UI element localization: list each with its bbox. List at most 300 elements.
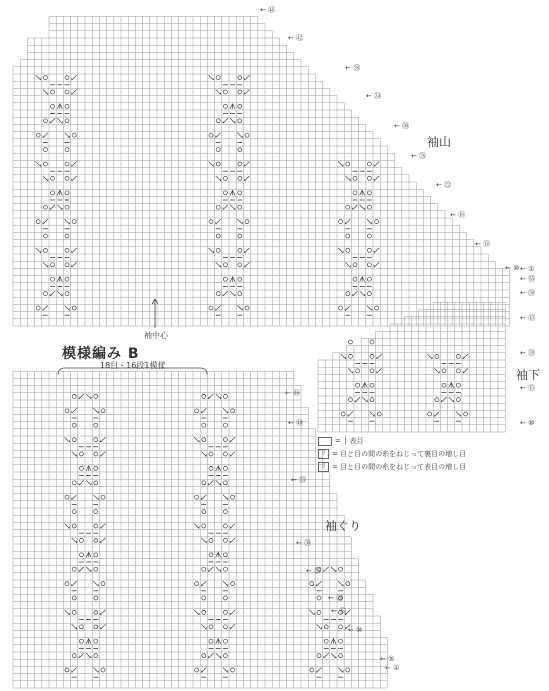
yarn-over-symbol bbox=[72, 133, 76, 137]
ssk-symbol bbox=[223, 495, 228, 500]
ssk-symbol bbox=[345, 262, 350, 267]
yarn-over-symbol bbox=[370, 383, 374, 387]
k2tog-symbol bbox=[355, 397, 360, 402]
k2tog-symbol bbox=[79, 480, 84, 485]
ssk-symbol bbox=[338, 581, 343, 586]
yarn-over-symbol bbox=[94, 524, 98, 528]
k2tog-symbol bbox=[230, 624, 235, 629]
ssk-symbol bbox=[43, 176, 48, 181]
ssk-symbol bbox=[57, 205, 62, 210]
ssk-symbol bbox=[216, 567, 221, 572]
k2tog-symbol bbox=[50, 118, 55, 123]
underarm-row-marker: ← ⑮ bbox=[520, 384, 536, 392]
row-marker: ← ⑱ bbox=[450, 211, 466, 219]
ssk-symbol bbox=[65, 610, 70, 615]
yarn-over-symbol bbox=[348, 398, 352, 402]
yarn-over-symbol bbox=[195, 668, 199, 672]
yarn-over-symbol bbox=[223, 263, 227, 267]
k2tog-symbol bbox=[245, 262, 250, 267]
yarn-over-symbol bbox=[43, 205, 47, 209]
k2tog-symbol bbox=[101, 610, 106, 615]
k2tog-symbol bbox=[377, 368, 382, 373]
k2tog-symbol bbox=[345, 219, 350, 224]
row-marker: ← ⑩ bbox=[505, 264, 520, 272]
k2tog-symbol bbox=[201, 495, 206, 500]
yarn-over-symbol bbox=[72, 567, 76, 571]
double-decrease-symbol bbox=[449, 383, 454, 388]
armhole-row-marker: ← ㉟ bbox=[291, 476, 307, 484]
k2tog-symbol bbox=[223, 118, 228, 123]
yarn-over-symbol bbox=[209, 639, 213, 643]
yarn-over-symbol bbox=[94, 466, 98, 470]
ssk-symbol bbox=[230, 205, 235, 210]
legend-purl-increase-symbol: ﾘ bbox=[318, 449, 329, 459]
yarn-over-symbol bbox=[324, 639, 328, 643]
yarn-over-symbol bbox=[79, 553, 83, 557]
yarn-over-symbol bbox=[65, 409, 69, 413]
yarn-over-symbol bbox=[428, 412, 432, 416]
yarn-over-symbol bbox=[339, 567, 343, 571]
ssk-symbol bbox=[338, 162, 343, 167]
ssk-symbol bbox=[216, 90, 221, 95]
yarn-over-symbol bbox=[238, 263, 242, 267]
double-decrease-symbol bbox=[360, 277, 365, 282]
yarn-over-symbol bbox=[341, 412, 345, 416]
ssk-symbol bbox=[36, 75, 41, 80]
double-decrease-symbol bbox=[57, 104, 62, 109]
yarn-over-symbol bbox=[209, 306, 213, 310]
ssk-symbol bbox=[360, 291, 365, 296]
yarn-over-symbol bbox=[375, 306, 379, 310]
yarn-over-symbol bbox=[353, 277, 357, 281]
yarn-over-symbol bbox=[72, 306, 76, 310]
row-marker: ← ㉖ bbox=[411, 152, 427, 160]
yarn-over-symbol bbox=[209, 538, 213, 542]
yarn-over-symbol bbox=[317, 654, 321, 658]
k2tog-symbol bbox=[72, 248, 77, 253]
k2tog-symbol bbox=[317, 668, 322, 673]
yarn-over-symbol bbox=[238, 234, 242, 238]
yarn-over-symbol bbox=[245, 306, 249, 310]
yarn-over-symbol bbox=[65, 205, 69, 209]
yarn-over-symbol bbox=[101, 495, 105, 499]
ssk-symbol bbox=[72, 452, 77, 457]
yarn-over-symbol bbox=[367, 263, 371, 267]
yarn-over-symbol bbox=[339, 306, 343, 310]
k2tog-symbol bbox=[216, 306, 221, 311]
ssk-symbol bbox=[65, 219, 70, 224]
row-marker: ← ㊻ bbox=[260, 6, 276, 14]
k2tog-symbol bbox=[216, 219, 221, 224]
double-decrease-symbol bbox=[216, 466, 221, 471]
ssk-symbol bbox=[201, 538, 206, 543]
yarn-over-symbol bbox=[65, 162, 69, 166]
yarn-over-symbol bbox=[367, 292, 371, 296]
k2tog-symbol bbox=[216, 133, 221, 138]
ssk-symbol bbox=[367, 219, 372, 224]
yarn-over-symbol bbox=[245, 220, 249, 224]
ssk-symbol bbox=[65, 524, 70, 529]
ssk-symbol bbox=[201, 452, 206, 457]
yarn-over-symbol bbox=[223, 104, 227, 108]
yarn-over-symbol bbox=[216, 234, 220, 238]
yarn-over-symbol bbox=[435, 354, 439, 358]
yarn-over-symbol bbox=[94, 438, 98, 442]
yarn-over-symbol bbox=[456, 398, 460, 402]
armhole-row-marker: ← ⑳ bbox=[328, 594, 344, 602]
yarn-over-symbol bbox=[94, 394, 98, 398]
yarn-over-symbol bbox=[65, 292, 69, 296]
k2tog-symbol bbox=[72, 581, 77, 586]
row-marker: ← ⑭ bbox=[475, 240, 491, 248]
ssk-symbol bbox=[65, 306, 70, 311]
yarn-over-symbol bbox=[72, 481, 76, 485]
yarn-over-symbol bbox=[202, 610, 206, 614]
ssk-symbol bbox=[456, 412, 461, 417]
double-decrease-symbol bbox=[216, 552, 221, 557]
k2tog-symbol bbox=[79, 653, 84, 658]
yarn-over-symbol bbox=[346, 234, 350, 238]
yarn-over-symbol bbox=[223, 481, 227, 485]
ssk-symbol bbox=[86, 480, 91, 485]
yarn-over-symbol bbox=[65, 191, 69, 195]
yarn-over-symbol bbox=[94, 452, 98, 456]
yarn-over-symbol bbox=[101, 582, 105, 586]
yarn-over-symbol bbox=[36, 133, 40, 137]
k2tog-symbol bbox=[223, 205, 228, 210]
yarn-over-symbol bbox=[216, 205, 220, 209]
ssk-symbol bbox=[209, 162, 214, 167]
yarn-over-symbol bbox=[339, 220, 343, 224]
yarn-over-symbol bbox=[94, 510, 98, 514]
yarn-over-symbol bbox=[216, 76, 220, 80]
ssk-symbol bbox=[237, 133, 242, 138]
yarn-over-symbol bbox=[51, 176, 55, 180]
k2tog-symbol bbox=[377, 354, 382, 359]
yarn-over-symbol bbox=[65, 277, 69, 281]
k2tog-symbol bbox=[209, 394, 214, 399]
double-decrease-symbol bbox=[57, 277, 62, 282]
yarn-over-symbol bbox=[367, 162, 371, 166]
double-decrease-symbol bbox=[86, 552, 91, 557]
yarn-over-symbol bbox=[202, 567, 206, 571]
k2tog-symbol bbox=[245, 90, 250, 95]
ssk-symbol bbox=[367, 306, 372, 311]
yarn-over-symbol bbox=[65, 582, 69, 586]
ssk-symbol bbox=[36, 162, 41, 167]
ssk-symbol bbox=[230, 291, 235, 296]
yarn-over-symbol bbox=[346, 582, 350, 586]
underarm-row-marker: ← ① bbox=[520, 265, 535, 273]
ssk-symbol bbox=[194, 524, 199, 529]
yarn-over-symbol bbox=[94, 423, 98, 427]
armhole-row-marker: ← ⑩ bbox=[348, 626, 363, 634]
yarn-over-symbol bbox=[65, 263, 69, 267]
k2tog-symbol bbox=[223, 291, 228, 296]
ssk-symbol bbox=[93, 408, 98, 413]
k2tog-symbol bbox=[374, 262, 379, 267]
ssk-symbol bbox=[427, 354, 432, 359]
yarn-over-symbol bbox=[223, 567, 227, 571]
yarn-over-symbol bbox=[65, 176, 69, 180]
yarn-over-symbol bbox=[94, 625, 98, 629]
yarn-over-symbol bbox=[238, 176, 242, 180]
yarn-over-symbol bbox=[223, 394, 227, 398]
ssk-symbol bbox=[362, 397, 367, 402]
sleeve-cap-grid bbox=[13, 16, 510, 326]
double-decrease-symbol bbox=[57, 190, 62, 195]
yarn-over-symbol bbox=[79, 538, 83, 542]
yarn-over-symbol bbox=[72, 610, 76, 614]
yarn-over-symbol bbox=[72, 423, 76, 427]
yarn-over-symbol bbox=[377, 412, 381, 416]
k2tog-symbol bbox=[201, 581, 206, 586]
legend-knit-increase-text: = 目と目の間の糸をねじって表目の増し目 bbox=[332, 463, 467, 471]
yarn-over-symbol bbox=[238, 119, 242, 123]
repeat-note: 18目・16段1模様 bbox=[100, 361, 166, 370]
legend-knit-increase-symbol: ﾘ bbox=[318, 462, 329, 472]
yarn-over-symbol bbox=[94, 610, 98, 614]
yarn-over-symbol bbox=[202, 481, 206, 485]
sleeve-center-label: 袖中心 bbox=[144, 331, 168, 340]
yarn-over-symbol bbox=[94, 481, 98, 485]
yarn-over-symbol bbox=[36, 220, 40, 224]
yarn-over-symbol bbox=[216, 292, 220, 296]
yarn-over-symbol bbox=[195, 495, 199, 499]
yarn-over-symbol bbox=[223, 90, 227, 94]
yarn-over-symbol bbox=[223, 191, 227, 195]
yarn-over-symbol bbox=[209, 133, 213, 137]
yarn-over-symbol bbox=[375, 220, 379, 224]
yarn-over-symbol bbox=[72, 510, 76, 514]
yarn-over-symbol bbox=[223, 277, 227, 281]
k2tog-symbol bbox=[209, 567, 214, 572]
k2tog-symbol bbox=[324, 653, 329, 658]
yarn-over-symbol bbox=[238, 90, 242, 94]
underarm-row-marker: ← ⑬ bbox=[520, 314, 536, 322]
yarn-over-symbol bbox=[442, 383, 446, 387]
yarn-over-symbol bbox=[370, 369, 374, 373]
double-decrease-symbol bbox=[331, 639, 336, 644]
ssk-symbol bbox=[86, 653, 91, 658]
yarn-over-symbol bbox=[209, 553, 213, 557]
yarn-over-symbol bbox=[238, 191, 242, 195]
yarn-over-symbol bbox=[367, 248, 371, 252]
ssk-symbol bbox=[43, 90, 48, 95]
ssk-symbol bbox=[57, 118, 62, 123]
ssk-symbol bbox=[209, 75, 214, 80]
yarn-over-symbol bbox=[238, 248, 242, 252]
ssk-symbol bbox=[194, 610, 199, 615]
yarn-over-symbol bbox=[238, 104, 242, 108]
yarn-over-symbol bbox=[238, 162, 242, 166]
yarn-over-symbol bbox=[231, 495, 235, 499]
k2tog-symbol bbox=[317, 581, 322, 586]
k2tog-symbol bbox=[348, 412, 353, 417]
ssk-symbol bbox=[216, 394, 221, 399]
k2tog-symbol bbox=[245, 162, 250, 167]
double-decrease-symbol bbox=[86, 639, 91, 644]
armhole-row-marker: ← ㊵ bbox=[288, 419, 304, 427]
double-decrease-symbol bbox=[86, 466, 91, 471]
k2tog-symbol bbox=[353, 291, 358, 296]
yarn-over-symbol bbox=[464, 412, 468, 416]
yarn-over-symbol bbox=[346, 248, 350, 252]
ssk-symbol bbox=[36, 248, 41, 253]
k2tog-symbol bbox=[72, 162, 77, 167]
legend-item-knit bbox=[318, 436, 364, 446]
ssk-symbol bbox=[309, 610, 314, 615]
k2tog-symbol bbox=[101, 524, 106, 529]
yarn-over-symbol bbox=[65, 76, 69, 80]
yarn-over-symbol bbox=[317, 610, 321, 614]
ssk-symbol bbox=[72, 538, 77, 543]
k2tog-symbol bbox=[101, 437, 106, 442]
legend-knit-box bbox=[318, 437, 332, 446]
k2tog-symbol bbox=[72, 668, 77, 673]
ssk-symbol bbox=[331, 653, 336, 658]
yarn-over-symbol bbox=[202, 510, 206, 514]
yarn-over-symbol bbox=[101, 409, 105, 413]
ssk-symbol bbox=[93, 581, 98, 586]
k2tog-symbol bbox=[374, 176, 379, 181]
k2tog-symbol bbox=[463, 354, 468, 359]
yarn-over-symbol bbox=[346, 162, 350, 166]
k2tog-symbol bbox=[209, 480, 214, 485]
yarn-over-symbol bbox=[223, 423, 227, 427]
yarn-over-symbol bbox=[346, 205, 350, 209]
yarn-over-symbol bbox=[339, 654, 343, 658]
ssk-symbol bbox=[216, 176, 221, 181]
yarn-over-symbol bbox=[346, 668, 350, 672]
ssk-symbol bbox=[194, 437, 199, 442]
yarn-over-symbol bbox=[223, 438, 227, 442]
k2tog-symbol bbox=[50, 291, 55, 296]
k2tog-symbol bbox=[230, 452, 235, 457]
yarn-over-symbol bbox=[238, 76, 242, 80]
yarn-over-symbol bbox=[209, 466, 213, 470]
k2tog-symbol bbox=[230, 610, 235, 615]
yarn-over-symbol bbox=[339, 625, 343, 629]
ssk-symbol bbox=[216, 653, 221, 658]
ssk-symbol bbox=[338, 248, 343, 253]
yarn-over-symbol bbox=[223, 538, 227, 542]
yarn-over-symbol bbox=[79, 639, 83, 643]
legend-purl-increase-text: = 目と目の間の糸をねじって裏目の増し目 bbox=[332, 450, 467, 458]
yarn-over-symbol bbox=[223, 452, 227, 456]
yarn-over-symbol bbox=[94, 639, 98, 643]
yarn-over-symbol bbox=[51, 263, 55, 267]
row-marker: ← ㊳ bbox=[345, 64, 361, 72]
yarn-over-symbol bbox=[65, 104, 69, 108]
yarn-over-symbol bbox=[202, 596, 206, 600]
yarn-over-symbol bbox=[456, 383, 460, 387]
ssk-symbol bbox=[86, 567, 91, 572]
yarn-over-symbol bbox=[223, 654, 227, 658]
yarn-over-symbol bbox=[94, 596, 98, 600]
underarm-row-marker: ← ⑳ bbox=[520, 349, 536, 357]
yarn-over-symbol bbox=[43, 76, 47, 80]
yarn-over-symbol bbox=[72, 596, 76, 600]
yarn-over-symbol bbox=[216, 119, 220, 123]
yarn-over-symbol bbox=[348, 340, 352, 344]
k2tog-symbol bbox=[230, 524, 235, 529]
yarn-over-symbol bbox=[36, 306, 40, 310]
yarn-over-symbol bbox=[353, 176, 357, 180]
ssk-symbol bbox=[338, 668, 343, 673]
yarn-over-symbol bbox=[346, 292, 350, 296]
yarn-over-symbol bbox=[195, 582, 199, 586]
k2tog-symbol bbox=[374, 248, 379, 253]
yarn-over-symbol bbox=[65, 234, 69, 238]
k2tog-symbol bbox=[463, 368, 468, 373]
yarn-over-symbol bbox=[101, 668, 105, 672]
yarn-over-symbol bbox=[216, 148, 220, 152]
armhole-row-marker: ← ⑤ bbox=[380, 655, 395, 663]
ssk-symbol bbox=[43, 262, 48, 267]
yarn-over-symbol bbox=[94, 654, 98, 658]
yarn-over-symbol bbox=[202, 654, 206, 658]
ssk-symbol bbox=[434, 368, 439, 373]
yarn-over-symbol bbox=[94, 567, 98, 571]
yarn-over-symbol bbox=[435, 398, 439, 402]
double-decrease-symbol bbox=[360, 190, 365, 195]
yarn-over-symbol bbox=[65, 148, 69, 152]
k2tog-symbol bbox=[101, 624, 106, 629]
k2tog-symbol bbox=[245, 75, 250, 80]
yarn-over-symbol bbox=[43, 234, 47, 238]
k2tog-symbol bbox=[72, 495, 77, 500]
k2tog-symbol bbox=[345, 306, 350, 311]
k2tog-symbol bbox=[101, 538, 106, 543]
yarn-over-symbol bbox=[65, 248, 69, 252]
yarn-over-symbol bbox=[367, 191, 371, 195]
yarn-over-symbol bbox=[43, 119, 47, 123]
yarn-over-symbol bbox=[238, 148, 242, 152]
yarn-over-symbol bbox=[231, 582, 235, 586]
yarn-over-symbol bbox=[223, 625, 227, 629]
k2tog-symbol bbox=[79, 567, 84, 572]
k2tog-symbol bbox=[72, 176, 77, 181]
ssk-symbol bbox=[223, 408, 228, 413]
yarn-over-symbol bbox=[367, 176, 371, 180]
armhole-label: 袖ぐり bbox=[325, 519, 362, 533]
ssk-symbol bbox=[317, 624, 322, 629]
yarn-over-symbol bbox=[43, 248, 47, 252]
yarn-over-symbol bbox=[339, 639, 343, 643]
legend-item-knit-increase bbox=[318, 462, 466, 472]
yarn-over-symbol bbox=[223, 466, 227, 470]
yarn-over-symbol bbox=[367, 277, 371, 281]
yarn-over-symbol bbox=[223, 553, 227, 557]
yarn-over-symbol bbox=[94, 538, 98, 542]
ssk-symbol bbox=[230, 118, 235, 123]
double-decrease-symbol bbox=[230, 104, 235, 109]
yarn-over-symbol bbox=[310, 582, 314, 586]
yarn-over-symbol bbox=[223, 639, 227, 643]
yarn-over-symbol bbox=[231, 668, 235, 672]
yarn-over-symbol bbox=[238, 205, 242, 209]
yarn-over-symbol bbox=[72, 438, 76, 442]
ssk-symbol bbox=[370, 412, 375, 417]
yarn-over-symbol bbox=[367, 234, 371, 238]
yarn-over-symbol bbox=[79, 625, 83, 629]
double-decrease-symbol bbox=[362, 383, 367, 388]
k2tog-symbol bbox=[230, 538, 235, 543]
yarn-over-symbol bbox=[456, 354, 460, 358]
row-marker: ← ㉒ bbox=[436, 181, 452, 189]
underarm-label: 袖下 bbox=[516, 368, 541, 382]
